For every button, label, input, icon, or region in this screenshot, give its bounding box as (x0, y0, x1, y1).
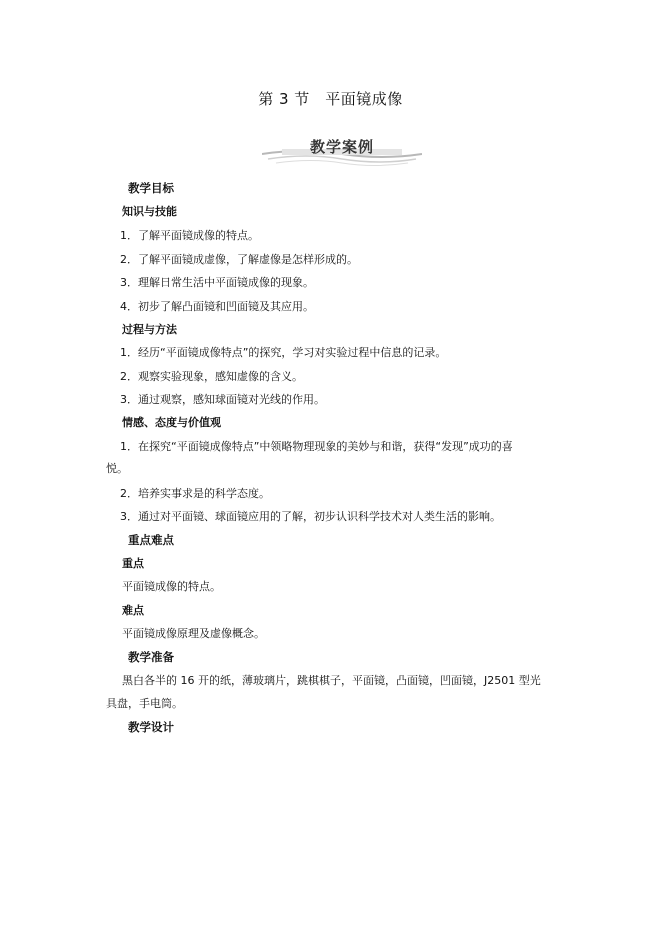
list-item: 3．通过观察，感知球面镜对光线的作用。 (120, 393, 325, 406)
list-item: 2．观察实验现象，感知虚像的含义。 (120, 370, 303, 383)
list-item-continuation: 悦。 (106, 462, 128, 475)
list-item: 2．了解平面镜成虚像，了解虚像是怎样形成的。 (120, 253, 358, 266)
heading-design: 教学设计 (128, 720, 174, 734)
label-key: 重点 (122, 557, 144, 570)
banner-label: 教学案例 (309, 138, 374, 156)
list-item: 3．理解日常生活中平面镜成像的现象。 (120, 276, 314, 289)
label-difficult: 难点 (122, 604, 144, 617)
heading-emotion: 情感、态度与价值观 (122, 416, 221, 429)
page-title: 第 3 节 平面镜成像 (258, 90, 403, 108)
list-item: 1．经历“平面镜成像特点”的探究，学习对实验过程中信息的记录。 (120, 346, 447, 359)
list-item: 3．通过对平面镜、球面镜应用的了解，初步认识科学技术对人类生活的影响。 (120, 510, 501, 523)
text-key: 平面镜成像的特点。 (122, 580, 221, 593)
text-difficult: 平面镜成像原理及虚像概念。 (122, 627, 265, 640)
list-item: 4．初步了解凸面镜和凹面镜及其应用。 (120, 300, 314, 313)
text-preparation-continuation: 具盘，手电筒。 (106, 697, 183, 710)
text-preparation: 黑白各半的 16 开的纸，薄玻璃片，跳棋棋子，平面镜，凸面镜，凹面镜，J2501 型光 (122, 674, 541, 687)
heading-process: 过程与方法 (122, 323, 177, 336)
heading-preparation: 教学准备 (128, 650, 174, 664)
list-item: 1．了解平面镜成像的特点。 (120, 229, 259, 242)
heading-key-points: 重点难点 (128, 533, 174, 547)
heading-knowledge: 知识与技能 (122, 205, 177, 218)
list-item: 1．在探究“平面镜成像特点”中领略物理现象的美妙与和谐，获得“发现”成功的喜 (120, 440, 513, 453)
list-item: 2．培养实事求是的科学态度。 (120, 487, 270, 500)
heading-goals: 教学目标 (128, 181, 174, 195)
section-banner (262, 132, 422, 170)
